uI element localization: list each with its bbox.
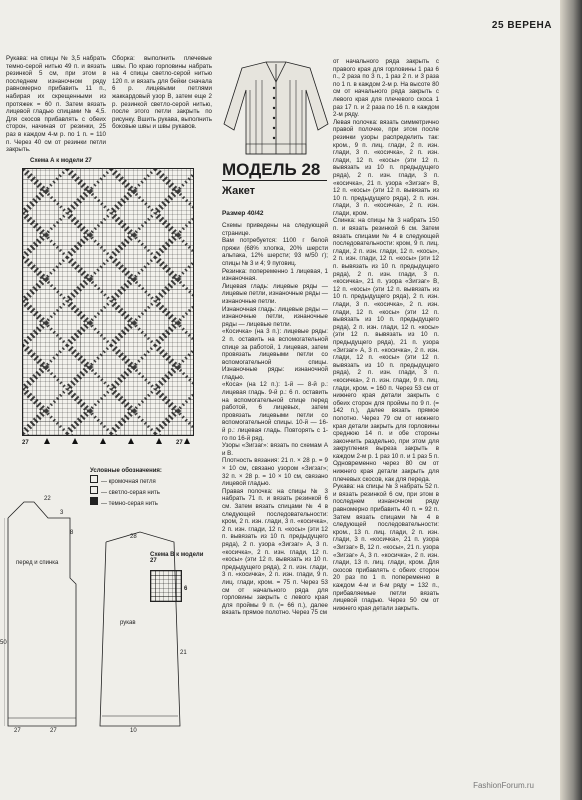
- schema-label-front: перед и спинка: [16, 560, 59, 566]
- intro-text: Схемы приведены на следующей странице.: [222, 222, 328, 237]
- sleeves-text: Рукава: на спицы № 3 набрать 52 п. и вязать резинкой 6 см, при этом в последнем изнаночном ряду равномерно прибавить 40 п. = 92 п. Затем вязать спицами № 4 в следующей последовательности: кром., 13 п. лиц. глади, 2 п. изн. глади, 3 п. «косичка», 21 п. узора «Зигзаг» В, 12 п. «косы», 21 п. узора «Зигзаг» А, 3 п. «косичка», 2 п. изн. глади, 13 п. лиц. глади, кром. Для скосов прибавлять с обеих сторон 20 раз по 1 п. попеременно в каждом 4-м и 6-м ряду = 132 п., прибавляемые петли вязать лицевой гладью. Через 50 см от нижнего края детали закрыть.: [333, 483, 439, 612]
- chart-b-grid: [150, 570, 182, 602]
- schema-dim-6: 10: [130, 728, 137, 734]
- page-edge-shadow: [560, 0, 582, 800]
- back-text: Спинка: на спицы № 3 набрать 150 п. и вязать резинкой 6 см. Затем вязать спицами № 4 в следующей последовательности: кром, 9 п. лиц. глади, 2 п. изн. глади, 12 п. «косы», 2 п. изн. глади, 12 п. «косы» (эти 12 п. вывязать из 10 п. предыдущего ряда), 2 п. изн. глади, 3 п. «косичка», 21 п. узора «Зигзаг» В, 12 п. «косы» (эти 12 п. вывязать из 10 п. предыдущего ряда), 2 п. изн. глади, 3 п. «косичка», 2 п. изн. глади, 12 п. «косы» (эти 12 п. вывязать из 10 п. предыдущего ряда), 2 п. изн. глади, 12 п. «косы» (эти 12 п. вывязать из 10 п. предыдущего ряда), 21 п. узора «Зигзаг» А, 3 п. «косичка», 2 п. изн. глади, 12 п. «косы» (эти 12 п. вывязать из 10 п. предыдущего ряда), 2 п. изн. глади, 3 п. «косичка», 2 п. изн. глади, 9 п. лиц. глади, кром. = 160 п. Через 53 см от нижнего края детали закрыть с обеих сторон для проймы по 9 п. (= 142 п.), далее вязать прямое полотно. Через 79 см от нижнего края детали закрыть для горловины среднюю 14 п. и обе стороны закончить раздельно, при этом для закругления выреза закрыть в каждом 2-м р. 1 раз 10 п. и 1 раз 5 п. Одновременно через 80 см от нижнего края детали закрыть для плечевых скосов, как для переда.: [333, 217, 439, 483]
- schema-dim-0: 27: [14, 728, 21, 734]
- column-4: [333, 58, 439, 612]
- chart-a-title: Схема А к модели 27: [30, 158, 92, 164]
- page-number: 25: [491, 20, 505, 31]
- chart-a-count-left: 27: [22, 440, 29, 446]
- pattern-schema: [4, 488, 204, 738]
- model-number: МОДЕЛЬ 28: [222, 160, 321, 179]
- zigzag-pattern: [23, 169, 193, 435]
- rib-text: Резинка: попеременно 1 лицевая, 1 изнаночная.: [222, 267, 328, 283]
- column-1: [6, 55, 106, 154]
- left-front-text: Левая полочка: вязать симметрично правой полочке, при этом после резинки узоры распределить так: кром., 9 п. лиц. глади, 2 п. изн. глади, 3 п. «косичка», 2 п. изн. глади, 12 п. «косы» (эти 12 п. вывязать из 10 п. предыдущего ряда), 2 п. изн. глади, 3 п. «косичка», 21 п. узора «Зигзаг» В, 12 п. «косы» (эти 12 п. вывязать из 10 п. предыдущего ряда), 2 п. изн. глади, 3 п. «косичка», 2 п. изн. глади, кром.: [333, 118, 439, 217]
- density-text: Плотность вязания: 21 п. × 28 р. = 9 × 10 см, связано узором «Зигзаг»; 32 п. × 28 р. = 10 × 10 см, связано лицевой гладью.: [222, 457, 328, 488]
- zigzag-text: Узоры «Зигзаг»: вязать по схемам А и В.: [222, 442, 328, 457]
- materials-text: Вам потребуется: 1100 г белой пряжи (68% хлопка, 20% шерсти альпака, 12% шерсти; 93 м/50 г); спицы № 3 и 4; 9 пуговиц.: [222, 237, 328, 267]
- schema-dim-4: 8: [70, 530, 74, 536]
- reverse-stockinette-text: Изнаночная гладь: лицевые ряды — изнаночные петли, изнаночные ряды — лицевые петли.: [222, 305, 328, 328]
- legend-item-light: — светло-серая нить: [90, 486, 162, 497]
- legend-item-edge: — кромочная петля: [90, 475, 162, 486]
- watermark: FashionForum.ru: [473, 781, 534, 790]
- chart-b-title: Схема В к модели 27: [150, 552, 204, 564]
- legend-title: Условные обозначения:: [90, 468, 162, 474]
- schema-dim-3: 3: [60, 510, 64, 516]
- kosa-text: «Коса» (на 12 п.): 1-й — 8-й р.: лицевая гладь. 9-й р.: 6 п. оставить на вспомогательной спице перед работой, 6 лицевых, затем провязать лицевыми петли со вспомогательной спицы. 10-й — 16-й р.: лицевая гладь. Повторять с 1-го по 16-й ряд.: [222, 381, 328, 442]
- chart-b-count: 6: [184, 586, 188, 592]
- model-title: Жакет: [222, 185, 256, 197]
- column-3: [222, 222, 328, 617]
- model-size: Размер 40/42: [222, 210, 264, 217]
- schema-label-sleeve: рукав: [120, 620, 136, 626]
- schema-dim-7: 21: [180, 650, 187, 656]
- kosichka-text: «Косичка» (на 3 п.): лицевые ряды: 2 п. оставить на вспомогательной спице за работой, 1 лицевая, затем провязать лицевыми петли со вспомогательной спицы. Изнаночные ряды: изнаночной гладью.: [222, 328, 328, 381]
- sleeve-instructions: Рукава: на спицы № 3,5 набрать темно-серой нитью 49 п. и вязать резинкой 5 см, при этом в последнем изнаночном ряду равномерно прибавить 11 п., набирая их скрещенными из протяжек = 60 п. Затем вязать лицевой гладью спицами № 4,5. Для скосов прибавлять с обеих сторон, начиная от резинки, 25 раз в каждом 4-м р. по 1 п. = 110 п. Через 40 см от резинки петли закрыть.: [6, 55, 106, 154]
- schema-dim-5: 27: [50, 728, 57, 734]
- neckline-text: от начального ряда закрыть с правого края для горловины 1 раз 6 п., 2 раза по 3 п., 1 раз 2 п. и 3 раза по 1 п. в каждом 2-м р. На высоте 80 см от начального ряда закрыть с левого края для плечевого скоса 1 раз 17 п. и 2 раза по 16 п. в каждом 2-м ряду.: [333, 58, 439, 119]
- stockinette-text: Лицевая гладь: лицевые ряды — лицевые петли, изнаночные ряды — изнаночные петли.: [222, 282, 328, 305]
- chart-a-grid: [22, 168, 194, 436]
- jacket-sketch: [222, 60, 330, 156]
- schema-dim-8: 28: [130, 534, 137, 540]
- magazine-name: ВЕРЕНА: [507, 20, 552, 31]
- model-rule: [222, 180, 327, 181]
- chart-a-arrows: [22, 436, 192, 446]
- right-front-text: Правая полочка: на спицы № 3 набрать 71 п. и вязать резинкой 6 см. Затем вязать спицами № 4 в следующей последовательности: кром, 2 п. изн. глади, 3 п. «косичка», 2 п. изн. глади, 12 п. «косы» (эти 12 п. вывязать из 10 п. предыдущего ряда), 2 п. узора «Зигзаг» А, 3 п. «косичка», 2 п. изн. глади, 12 п. «косы» (эти 12 п. вывязать из 10 п. предыдущего ряда), 2 п. изн. глади, 3 п. «косичка», 2 п. изн. глади, 9 п. лиц. глади, кром. = 75 п. Через 53 см от начального ряда для горловины закрыть с левого края для проймы 9 п. (= 66 п.), далее вязать прямое полотно. Через 75 см: [222, 487, 328, 617]
- legend-item-dark: — темно-серая нить: [90, 497, 162, 508]
- column-2: [112, 55, 212, 131]
- page-header: [492, 20, 552, 31]
- assembly-instructions: Сборка: выполнить плечевые швы. По краю горловины набрать на 4 спицы светло-серой нитью 120 п. и вязать для бейки сначала 6 р. лицевыми петлями жаккардовый узор В, затем еще 2 р. резинкой светло-серой нитью, после этого петли закрыть по рисунку. Вшить рукава, выполнить боковые швы и швы рукавов.: [112, 55, 212, 131]
- schema-dim-1: 50: [0, 640, 7, 646]
- schema-dim-2: 22: [44, 496, 51, 502]
- chart-a-count-right: 27: [176, 440, 183, 446]
